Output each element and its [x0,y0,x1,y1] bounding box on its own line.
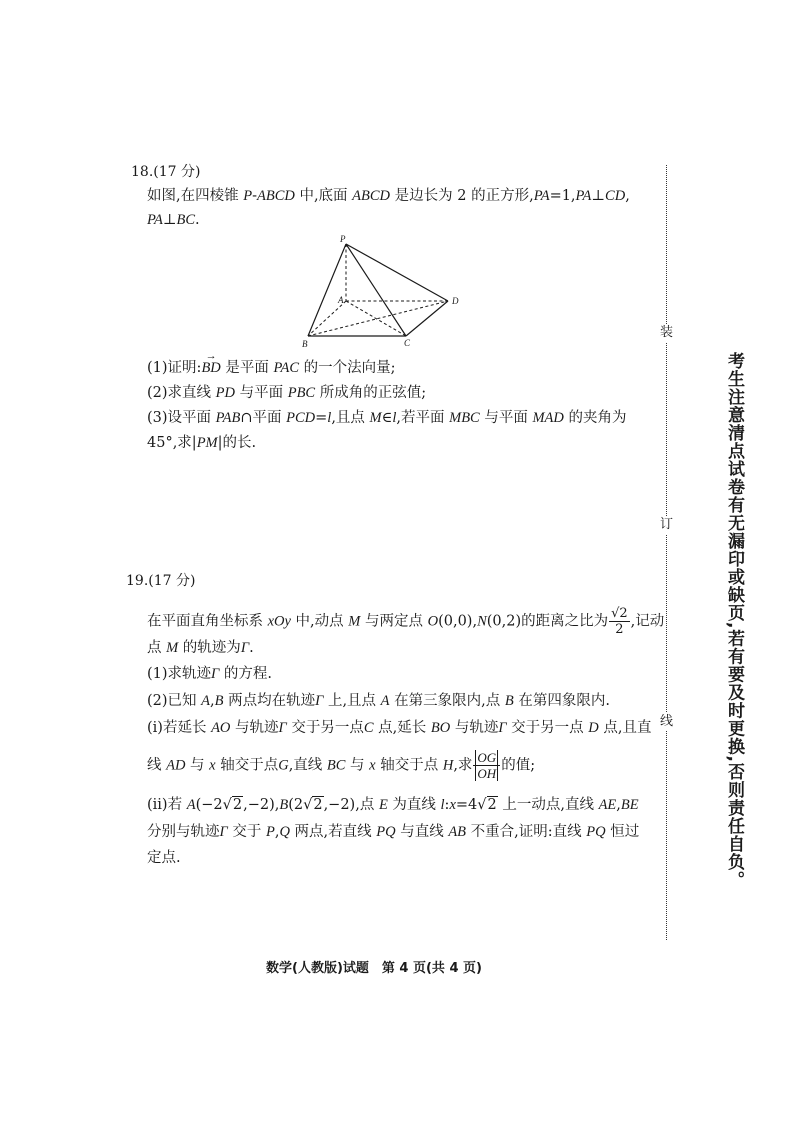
q19-sub-i-line1 [147,718,652,738]
side-note: 考生注意清点试卷有无漏印或缺页,若有要及时更换,否则责任自负。 [724,352,744,889]
text: 点,且直 [598,720,652,736]
text: ⊥ [162,212,177,228]
text: 上,且点 [323,693,381,709]
radicand: 2 [313,797,323,813]
label-C: C [404,338,411,348]
q19-part1 [147,664,272,684]
label-B: B [302,339,308,349]
math: BD [201,360,221,376]
math: H [442,757,454,774]
q19-sub-i-line2 [147,750,535,781]
text: 与 [345,757,370,774]
text: 交于 [227,824,266,840]
text: , [210,693,215,709]
edge-PB [308,244,346,336]
text: 的夹角为 [563,410,627,426]
math: BO [430,720,451,736]
edge-AB [308,301,346,336]
math: Γ [240,640,250,656]
text: (1)求轨迹 [147,666,212,682]
math: PQ [586,824,606,840]
math: ABCD [352,188,391,204]
math: PCD [286,410,316,426]
math: PA [575,188,592,204]
binding-dotted-line [666,165,667,940]
text: =4 [455,797,478,813]
text: (2)已知 [147,693,202,709]
label-D: D [452,296,459,306]
math: PAB [215,410,241,426]
text: ⊥ [591,188,606,204]
text: 为直线 [387,797,441,813]
math: BC [176,212,196,228]
math: P [265,824,275,840]
text: 两点,若直线 [289,824,377,840]
text: ∈ [381,410,393,426]
math: x [209,757,216,774]
text: , [616,797,621,813]
text: - [252,188,257,204]
math: N [477,613,487,630]
math: BC [326,757,346,774]
text: (2 [288,797,304,813]
text: ,且点 [331,410,370,426]
denominator: 2 [615,622,624,637]
text: . [195,212,200,228]
math: P [243,188,253,204]
text: 恒过 [605,824,640,840]
text: 与 [185,757,210,774]
numerator: √2 [611,606,628,621]
text: 与直线 [395,824,449,840]
text: 与轨迹 [450,720,499,736]
math: Γ [278,720,287,736]
math: BE [620,797,639,813]
text: 中,动点 [290,613,349,630]
math: PBC [287,385,316,401]
fraction-OG-over-OH [473,750,500,781]
text: 45°,求| [147,435,197,451]
text: 的值; [501,757,536,774]
text: 与平面 [479,410,533,426]
text: 轴交于点 [375,757,443,774]
text: (−2 [195,797,223,813]
text: ,−2), [243,797,280,813]
text: 与两定点 [360,613,428,630]
math: PM [196,435,218,451]
text: 与平面 [235,385,288,401]
text: 所成角的正弦值; [315,385,427,401]
text: 在平面直角坐标系 [147,613,268,630]
text: 线 [147,757,167,774]
text: 的一个法向量; [299,360,396,376]
math: CD [605,188,626,204]
q18-part1 [147,350,396,378]
text: (2)求直线 [147,385,216,401]
math: PA [533,188,550,204]
math: AO [211,720,231,736]
q19-sub-ii-line1 [147,795,639,815]
sqrt-2: √2 [477,797,497,813]
math: E [378,797,388,813]
math: O [427,613,439,630]
q18-points: (17 分) [153,164,201,180]
text: ,−2),点 [323,797,379,813]
text: (ⅱ)若 [147,797,187,813]
text: ,若平面 [396,410,450,426]
sqrt-2: √2 [303,797,323,813]
q19-points: (17 分) [148,573,196,589]
binding-label-xian: 线 [660,714,674,729]
math: M [369,410,382,426]
math: Γ [211,666,220,682]
text: (1)证明: [147,360,202,376]
label-P: P [340,234,346,244]
text: = [315,410,328,426]
vector-BD [201,350,221,378]
text: 上一动点,直线 [497,797,599,813]
math: PAC [273,360,300,376]
math: G [278,757,289,774]
math: PA [147,212,163,228]
text: 轴交于点 [215,757,279,774]
text: 是平面 [220,360,274,376]
text: 点,延长 [373,720,431,736]
text: (0,2)的距离之比为 [486,613,609,630]
binding-label-zhuang: 装 [660,325,674,340]
math: Γ [315,693,324,709]
numerator [473,750,500,766]
text: 中,底面 [294,188,353,204]
text: 在第四象限内. [513,693,610,709]
math: M [166,640,179,656]
text: ,求 [453,757,473,774]
text: |的长. [217,435,257,451]
math: B [214,693,224,709]
denominator [473,766,500,781]
radicand: 2 [232,797,243,813]
q19-sub-ii-line2 [147,822,639,842]
abs-OH: OH [477,766,497,781]
edge-PC [346,244,406,336]
math: AD [166,757,186,774]
text: , [625,188,630,204]
edge-PD [346,244,448,301]
pyramid-figure [290,230,480,350]
text: =1, [549,188,576,204]
math: Q [279,824,290,840]
text: (3)设平面 [147,410,216,426]
q18-header [131,161,200,181]
math: Γ [498,720,507,736]
math: AE [598,797,617,813]
text: 的方程. [219,666,273,682]
math: Γ [219,824,228,840]
math: A [186,797,196,813]
math: D [588,720,599,736]
math: B [279,797,289,813]
q19-stem-line1 [147,606,664,637]
label-A: A [338,295,344,305]
q18-number: 18. [131,164,154,180]
text: : [444,797,450,813]
text: 如图,在四棱锥 [147,188,244,204]
text: 不重合,证明:直线 [466,824,587,840]
math: l [327,410,332,426]
text: 交于另一点 [506,720,589,736]
text: (ⅰ)若延长 [147,720,212,736]
text: ,记动 [630,613,665,630]
text: 交于另一点 [286,720,364,736]
q19-number: 19. [126,573,149,589]
text: 与轨迹 [230,720,279,736]
text: . [249,640,254,656]
math: A [380,693,390,709]
math: PQ [376,824,396,840]
text: 在第三象限内,点 [389,693,505,709]
math: ABCD [256,188,295,204]
math: M [348,613,361,630]
text: 定点. [147,850,181,866]
math: l [440,797,445,813]
text: 是边长为 2 的正方形, [390,188,534,204]
edge-AC [346,301,406,336]
math: x [449,797,456,813]
abs-OG: OG [477,750,497,765]
sqrt-2: √2 [222,797,243,813]
q18-stem-line2 [147,210,200,230]
q19-header [126,570,195,590]
math: B [504,693,514,709]
text: ,直线 [288,757,327,774]
fraction-sqrt2-over-2 [609,606,630,637]
q18-stem-line1 [147,186,630,206]
math: MBC [449,410,480,426]
text: ∩平面 [240,410,287,426]
math: A [201,693,211,709]
math: x [369,757,376,774]
math: MAD [532,410,564,426]
vector-arrow-icon: → [205,350,217,362]
math: C [363,720,374,736]
math: PD [215,385,235,401]
q18-part3-line1 [147,408,626,428]
text: 点 [147,640,167,656]
binding-label-ding: 订 [660,517,674,532]
page-footer: 数学(人教版)试题 第 4 页(共 4 页) [266,961,482,976]
radicand: 2 [487,797,497,813]
text: (0,0), [438,613,478,630]
q19-part2 [147,691,610,711]
q19-stem-line2 [147,638,254,658]
text: 分别与轨迹 [147,824,220,840]
math: l [392,410,397,426]
text: 两点均在轨迹 [223,693,316,709]
text: , [274,824,280,840]
math: xOy [267,613,291,630]
q19-sub-ii-line3 [147,848,181,868]
text: 的轨迹为 [178,640,241,656]
q18-part3-line2 [147,433,256,453]
math: AB [448,824,467,840]
q18-part2 [147,383,426,403]
